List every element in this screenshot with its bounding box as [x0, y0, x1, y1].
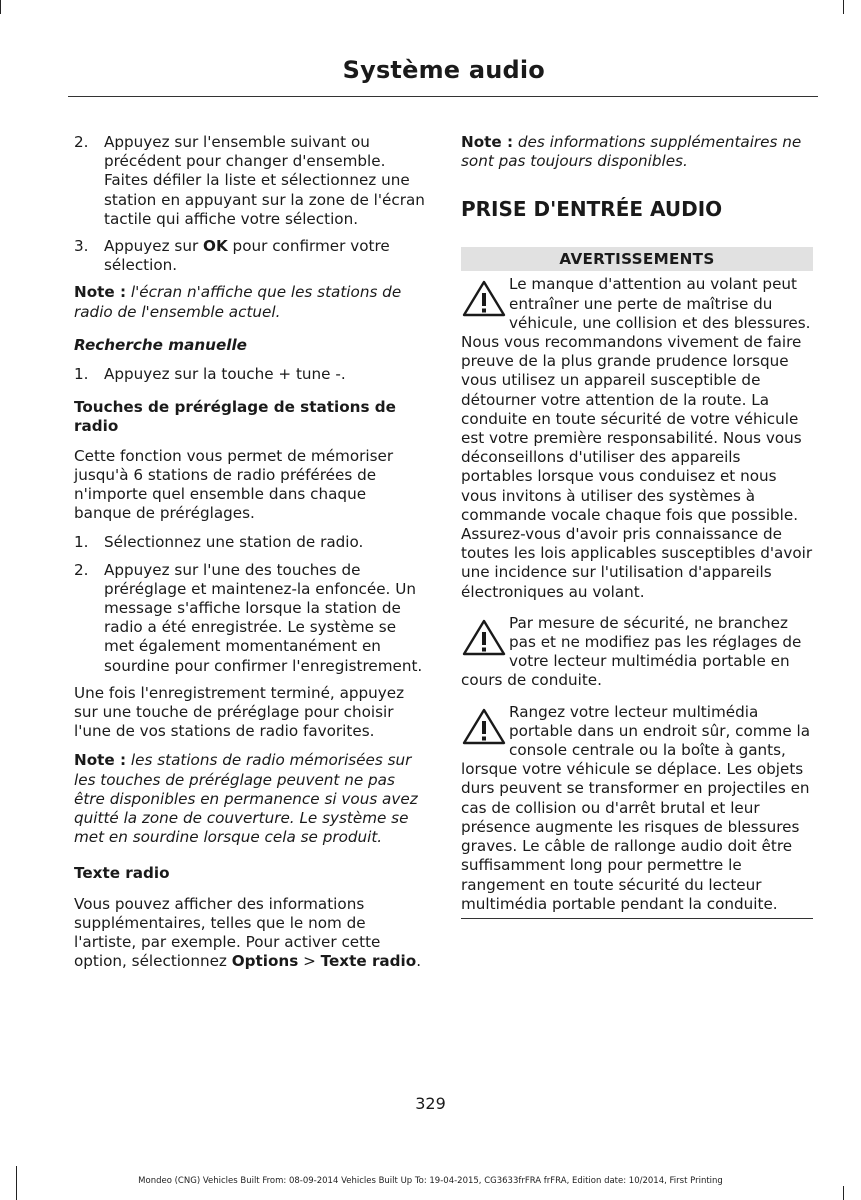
- note-presets: [74, 751, 426, 847]
- note-additional-info: [461, 133, 813, 171]
- page-number: 329: [415, 1094, 446, 1113]
- list-text: Appuyez sur l'une des touches de préréglage et maintenez-la enfoncée. Un message s'affiche lorsque la station de radio a été enregistrée. Le système se met également momentanément en sourdine pour confirmer l'enregistrement.: [104, 560, 423, 675]
- options-keyword: Options: [231, 952, 299, 971]
- preset-intro: Cette fonction vous permet de mémoriser jusqu'à 6 stations de radio préférées de n'importe quel ensemble dans chaque banque de préréglages.: [74, 446, 394, 523]
- list-text: Appuyez sur la touche + tune -.: [104, 365, 346, 384]
- list-item-step-2: [74, 133, 426, 229]
- list-number: 1.: [74, 533, 89, 552]
- radio-text-keyword: Texte radio: [320, 952, 417, 971]
- warning-triangle-icon: [461, 279, 507, 319]
- note-text: l'écran n'affiche que les stations de radio de l'ensemble actuel.: [74, 283, 402, 321]
- body-text: Vous pouvez afficher des informations supplémentaires, telles que le nom de l'artiste, par exemple. Pour activer cette option, sélectionnez: [74, 894, 381, 971]
- separator-gt: >: [298, 952, 321, 971]
- preset-after-text: Une fois l'enregistrement terminé, appuyez sur une touche de préréglage pour choisir l'une de vos stations de radio favorites.: [74, 683, 405, 741]
- list-text: Sélectionnez une station de radio.: [104, 533, 364, 552]
- page-title: Système audio: [342, 56, 545, 84]
- list-number: 2.: [74, 133, 89, 151]
- list-item-manual-1: [74, 365, 426, 384]
- list-text: Appuyez sur: [104, 237, 204, 256]
- note-text: des informations supplémentaires ne sont pas toujours disponibles.: [461, 133, 802, 171]
- note-ensemble: [74, 283, 426, 321]
- warnings-end-divider: [461, 918, 813, 919]
- left-column: [74, 133, 426, 982]
- list-number: 3.: [74, 237, 89, 256]
- footer-text: Mondeo (CNG) Vehicles Built From: 08-09-2014 Vehicles Built Up To: 19-04-2015, CG3633frFRA frFRA, Edition date: 10/2014, First Printing: [138, 1176, 723, 1186]
- warning-triangle-icon: [461, 618, 507, 658]
- warning-item-2: [461, 614, 813, 691]
- warning-text: Le manque d'attention au volant peut entraîner une perte de maîtrise du véhicule, une collision et des blessures. Nous vous recommandons vivement de faire preuve de la plus grande prudence lorsque vous utilisez un appareil susceptible de détourner votre attention de la route. La conduite en toute sécurité de votre véhicule est votre première responsabilité. Nous vous déconseillons d'utiliser des appareils portables lorsque vous conduisez et nous vous invitons à utiliser des systèmes à commande vocale chaque fois que possible. Assurez-vous d'avoir pris connaissance de toutes les lois applicables susceptibles d'avoir une incidence sur l'utilisation d'appareils électroniques au volant.: [461, 275, 813, 601]
- warning-item-3: [461, 703, 813, 914]
- list-text: pour confirmer votre sélection.: [104, 237, 390, 275]
- warning-text: Par mesure de sécurité, ne branchez pas et ne modifiez pas les réglages de votre lecteur multimédia portable en cours de conduite.: [461, 613, 802, 690]
- list-item-preset-2: [74, 561, 426, 676]
- crop-mark-top-right: [843, 0, 844, 14]
- note-text: les stations de radio mémorisées sur les touches de préréglage peuvent ne pas être disponibles en permanence si vous avez quitté la zone de couverture. Le système se met en sourdine lorsque cela se produit.: [74, 751, 418, 847]
- section-title: PRISE D'ENTRÉE AUDIO: [461, 197, 723, 222]
- list-number: 1.: [74, 365, 89, 384]
- right-column: [461, 133, 813, 919]
- note-label: Note :: [461, 133, 514, 151]
- heading-radio-text: Texte radio: [74, 863, 170, 882]
- warnings-header: AVERTISSEMENTS: [461, 247, 813, 271]
- crop-mark-bottom-right: [843, 1186, 844, 1200]
- warning-text: Rangez votre lecteur multimédia portable dans un endroit sûr, comme la console centrale ou la boîte à gants, lorsque votre véhicule se déplace. Les objets durs peuvent se transformer en projectiles en cas de collision ou d'arrêt brutal et leur présence augmente les risques de blessures graves. Le câble de rallonge audio doit être suffisamment long pour permettre le rangement en toute sécurité du lecteur multimédia portable pendant la conduite.: [461, 702, 811, 913]
- list-text: Appuyez sur l'ensemble suivant ou précédent pour changer d'ensemble. Faites défiler la liste et sélectionnez une station en appuyant sur la zone de l'écran tactile qui affiche votre sélection.: [104, 133, 425, 228]
- heading-preset-buttons: Touches de préréglage de stations de radio: [74, 398, 396, 436]
- header-divider: [68, 96, 818, 97]
- period: .: [416, 952, 422, 971]
- crop-mark-top-left: [0, 0, 1, 14]
- heading-manual-search: Recherche manuelle: [74, 335, 247, 354]
- list-item-step-3: [74, 237, 426, 275]
- warning-triangle-icon: [461, 707, 507, 747]
- warning-item-1: [461, 275, 813, 601]
- note-label: Note :: [74, 283, 127, 302]
- note-label: Note :: [74, 751, 127, 770]
- radio-text-paragraph: [74, 895, 426, 972]
- ok-keyword: OK: [203, 237, 228, 256]
- list-item-preset-1: [74, 533, 426, 552]
- list-number: 2.: [74, 560, 89, 579]
